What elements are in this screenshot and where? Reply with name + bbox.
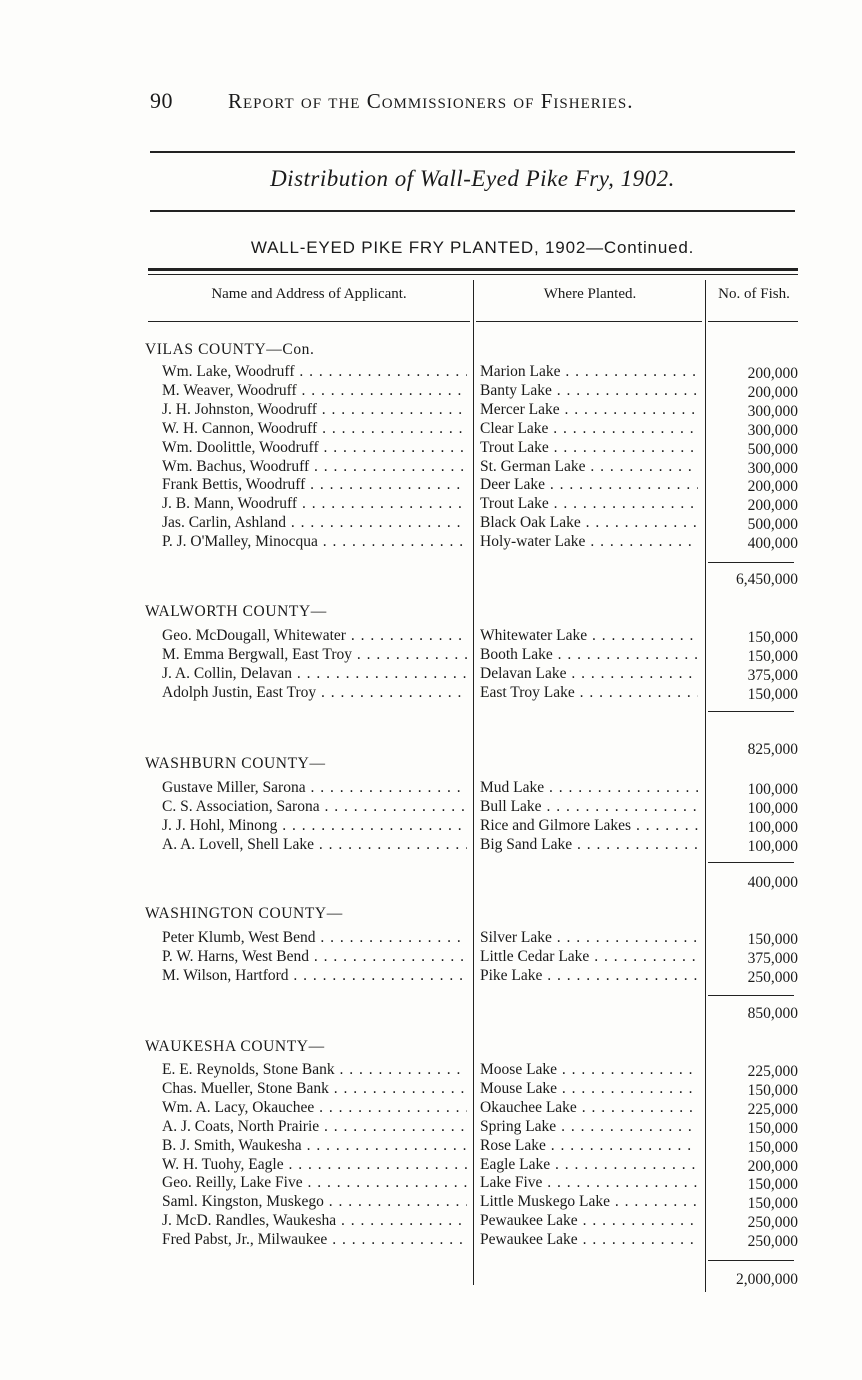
report-title: Report of the Commissioners of Fisheries. [228, 89, 634, 113]
county-heading: VILAS COUNTY—Con. [145, 341, 315, 358]
applicant-cell: C. S. Association, Sarona . . . [162, 797, 467, 816]
place-cell: Rice and Gilmore Lakes . . . [480, 816, 698, 835]
applicant-cell: Gustave Miller, Sarona . . . [162, 778, 467, 797]
column-header-place: Where Planted. [543, 286, 637, 302]
place-cell: Mercer Lake . . . [480, 400, 698, 419]
column-header-fish: No. of Fish. [718, 286, 790, 302]
applicant-cell: Jas. Carlin, Ashland . . . [162, 513, 467, 532]
county-total: 400,000 [747, 874, 798, 891]
applicant-cell: Frank Bettis, Woodruff . . . [162, 475, 467, 494]
applicant-cell: A. A. Lovell, Shell Lake . . . [162, 835, 467, 854]
applicant-cell: J. A. Collin, Delavan . . . [162, 664, 467, 683]
place-cell: Trout Lake . . . [480, 438, 698, 457]
applicant-cell: M. Emma Bergwall, East Troy . . . [162, 645, 467, 664]
fish-count-cell: 150,000 [747, 685, 798, 703]
county-heading: WALWORTH COUNTY— [145, 603, 327, 620]
place-cell: Eagle Lake . . . [480, 1155, 698, 1174]
applicant-cell: Chas. Mueller, Stone Bank . . . [162, 1079, 467, 1098]
applicant-cell: Geo. Reilly, Lake Five . . . [162, 1173, 467, 1192]
fish-count-cell: 200,000 [747, 383, 798, 401]
place-cell: Delavan Lake . . . [480, 664, 698, 683]
column-header-applicant: Name and Address of Applicant. [211, 286, 407, 302]
page-number: 90 [150, 88, 173, 113]
county-heading: WASHBURN COUNTY— [145, 755, 326, 772]
applicant-cell: Wm. Lake, Woodruff . . . [162, 362, 467, 381]
title-rule [150, 210, 795, 212]
place-cell: Bull Lake . . . [480, 797, 698, 816]
table-top-rule-thin [148, 274, 798, 275]
place-cell: East Troy Lake . . . [480, 683, 698, 702]
applicant-cell: Wm. Doolittle, Woodruff . . . [162, 438, 467, 457]
place-cell: Okauchee Lake . . . [480, 1098, 698, 1117]
fish-count-cell: 150,000 [747, 1081, 798, 1099]
subtotal-rule [708, 862, 794, 863]
applicant-cell: Wm. A. Lacy, Okauchee . . . [162, 1098, 467, 1117]
fish-count-cell: 200,000 [747, 1157, 798, 1175]
place-cell: Little Cedar Lake . . . [480, 947, 698, 966]
applicant-cell: J. McD. Randles, Waukesha . . . [162, 1211, 467, 1230]
fish-count-cell: 200,000 [747, 365, 798, 382]
place-cell: Pewaukee Lake . . . [480, 1211, 698, 1230]
header-underline-fish [708, 321, 798, 322]
header-underline-place [476, 321, 702, 322]
fish-count-cell: 225,000 [747, 1063, 798, 1080]
county-total: 850,000 [747, 1005, 798, 1022]
place-cell: Lake Five . . . [480, 1173, 698, 1192]
fish-count-cell: 100,000 [747, 799, 798, 817]
place-cell: Rose Lake . . . [480, 1136, 698, 1155]
applicant-cell: P. J. O'Malley, Minocqua . . . [162, 532, 467, 551]
subtotal-rule [708, 1260, 794, 1261]
fish-count-cell: 100,000 [747, 781, 798, 798]
fish-count-cell: 100,000 [747, 837, 798, 855]
place-cell: St. German Lake . . . [480, 457, 698, 476]
fish-count-cell: 400,000 [747, 535, 798, 553]
fish-count-cell: 225,000 [747, 1100, 798, 1118]
place-cell: Black Oak Lake . . . [480, 513, 698, 532]
fish-count-cell: 150,000 [747, 1195, 798, 1213]
place-cell: Marion Lake . . . [480, 362, 698, 381]
applicant-cell: W. H. Cannon, Woodruff . . . [162, 419, 467, 438]
top-rule [150, 151, 795, 153]
applicant-cell: A. J. Coats, North Prairie . . . [162, 1117, 467, 1136]
fish-count-cell: 150,000 [747, 1138, 798, 1156]
place-cell: Spring Lake . . . [480, 1117, 698, 1136]
place-cell: Little Muskego Lake . . . [480, 1192, 698, 1211]
county-total: 825,000 [747, 741, 798, 758]
fish-count-cell: 150,000 [747, 629, 798, 646]
column-divider-left [473, 280, 474, 1285]
applicant-cell: Fred Pabst, Jr., Milwaukee . . . [162, 1230, 467, 1249]
fish-count-cell: 375,000 [747, 949, 798, 967]
subtotal-rule [708, 711, 794, 712]
county-total: 2,000,000 [736, 1271, 798, 1288]
place-cell: Banty Lake . . . [480, 381, 698, 400]
fish-count-cell: 150,000 [747, 1176, 798, 1194]
applicant-cell: Wm. Bachus, Woodruff . . . [162, 457, 467, 476]
fish-count-cell: 250,000 [747, 968, 798, 986]
page-header [150, 88, 800, 114]
fish-count-cell: 500,000 [747, 516, 798, 534]
applicant-cell: B. J. Smith, Waukesha . . . [162, 1136, 467, 1155]
fish-count-cell: 300,000 [747, 402, 798, 420]
applicant-cell: J. J. Hohl, Minong . . . [162, 816, 467, 835]
header-underline-applicant [148, 321, 470, 322]
county-total: 6,450,000 [736, 571, 798, 588]
county-heading: WAUKESHA COUNTY— [145, 1038, 325, 1055]
fish-count-cell: 150,000 [747, 647, 798, 665]
place-cell: Mouse Lake . . . [480, 1079, 698, 1098]
place-cell: Clear Lake . . . [480, 419, 698, 438]
place-cell: Trout Lake . . . [480, 494, 698, 513]
place-cell: Whitewater Lake . . . [480, 626, 698, 645]
applicant-cell: Adolph Justin, East Troy . . . [162, 683, 467, 702]
applicant-cell: J. H. Johnston, Woodruff . . . [162, 400, 467, 419]
place-cell: Pewaukee Lake . . . [480, 1230, 698, 1249]
place-cell: Mud Lake . . . [480, 778, 698, 797]
place-cell: Deer Lake . . . [480, 475, 698, 494]
fish-count-cell: 375,000 [747, 666, 798, 684]
place-cell: Pike Lake . . . [480, 966, 698, 985]
distribution-title: Distribution of Wall-Eyed Pike Fry, 1902. [270, 166, 675, 191]
fish-count-cell: 150,000 [747, 1119, 798, 1137]
applicant-cell: J. B. Mann, Woodruff . . . [162, 494, 467, 513]
fish-count-cell: 200,000 [747, 478, 798, 496]
fish-count-cell: 100,000 [747, 818, 798, 836]
fish-count-cell: 300,000 [747, 421, 798, 439]
applicant-cell: P. W. Harns, West Bend . . . [162, 947, 467, 966]
place-cell: Holy-water Lake . . . [480, 532, 698, 551]
applicant-cell: E. E. Reynolds, Stone Bank . . . [162, 1060, 467, 1079]
subtotal-rule [708, 995, 794, 996]
fish-count-cell: 250,000 [747, 1233, 798, 1251]
fish-count-cell: 150,000 [747, 931, 798, 948]
applicant-cell: M. Wilson, Hartford . . . [162, 966, 467, 985]
place-cell: Silver Lake . . . [480, 928, 698, 947]
fish-count-cell: 200,000 [747, 497, 798, 515]
applicant-cell: Saml. Kingston, Muskego . . . [162, 1192, 467, 1211]
place-cell: Big Sand Lake . . . [480, 835, 698, 854]
subtotal-rule [708, 562, 794, 563]
fish-count-cell: 300,000 [747, 459, 798, 477]
applicant-cell: Peter Klumb, West Bend . . . [162, 928, 467, 947]
applicant-cell: Geo. McDougall, Whitewater . . . [162, 626, 467, 645]
applicant-cell: M. Weaver, Woodruff . . . [162, 381, 467, 400]
table-top-rule [148, 268, 798, 271]
table-title: WALL-EYED PIKE FRY PLANTED, 1902—Continued. [250, 238, 695, 257]
applicant-cell: W. H. Tuohy, Eagle . . . [162, 1155, 467, 1174]
fish-count-cell: 500,000 [747, 440, 798, 458]
place-cell: Moose Lake . . . [480, 1060, 698, 1079]
county-heading: WASHINGTON COUNTY— [145, 905, 343, 922]
place-cell: Booth Lake . . . [480, 645, 698, 664]
fish-count-cell: 250,000 [747, 1214, 798, 1232]
